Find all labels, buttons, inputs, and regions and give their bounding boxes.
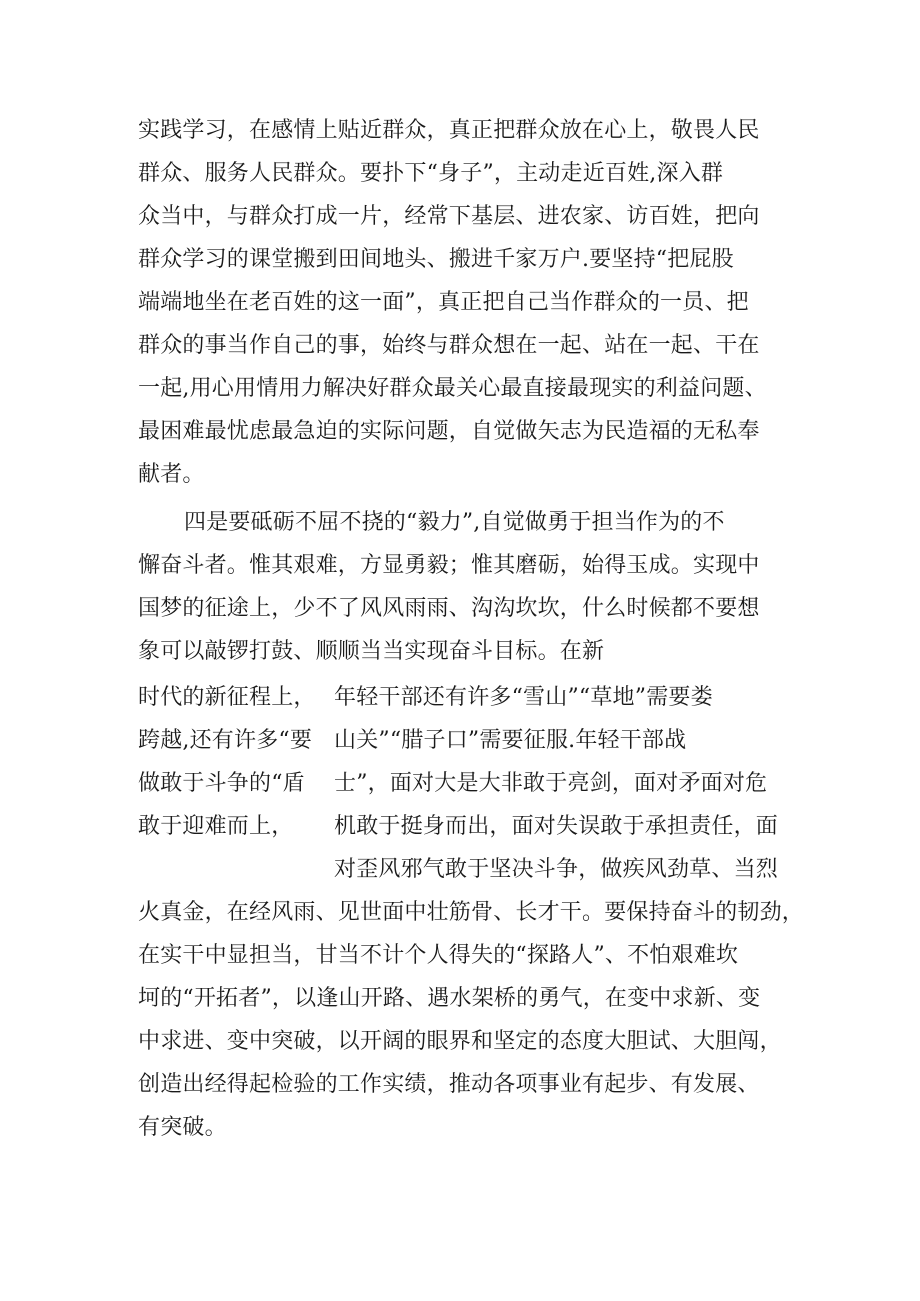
text-line: 象可以敲锣打鼓、顺顺当当实现奋斗目标。在新	[138, 639, 605, 664]
text-line: 在实干中显担当，甘当不计个人得失的“探路人”、不怕艰难坎	[138, 943, 739, 968]
text-line-right-fragment: 对歪风邪气敢于坚决斗争，做疾风劲草、当烈	[334, 857, 779, 882]
text-line: 群众的事当作自己的事，始终与群众想在一起、站在一起、干在	[138, 333, 760, 358]
text-line: 群众学习的课堂搬到田间地头、搬进千家万户.要坚持“把屁股	[138, 247, 734, 272]
text-line: 国梦的征途上，少不了风风雨雨、沟沟坎坎，什么时候都不要想	[138, 596, 760, 621]
text-line-right-fragment: 士”，面对大是大非敢于亮剑，面对矛面对危	[334, 771, 768, 796]
text-line: 中求进、变中突破，以开阔的眼界和坚定的态度大胆试、大胆闯，	[138, 1029, 782, 1054]
text-line: 坷的“开拓者”，以逢山开路、遇水架桥的勇气，在变中求新、变	[138, 986, 761, 1011]
text-line-right-fragment: 机敢于挺身而出，面对失误敢于承担责任，面	[334, 814, 779, 839]
text-line: 有突破。	[138, 1115, 227, 1140]
text-line-left-fragment: 做敢于斗争的“盾	[138, 771, 305, 796]
text-line: 端端地坐在老百姓的这一面”，真正把自己当作群众的一员、把	[138, 290, 749, 315]
text-line: 创造出经得起检验的工作实绩，推动各项事业有起步、有发展、	[138, 1072, 760, 1097]
text-line-left-fragment: 敢于迎难而上，	[138, 814, 294, 839]
text-line: 群众、服务人民群众。要扑下“身子”，主动走近百姓,深入群	[138, 161, 724, 186]
text-line: 懈奋斗者。惟其艰难，方显勇毅；惟其磨砺，始得玉成。实现中	[138, 553, 760, 578]
text-line: 实践学习，在感情上贴近群众，真正把群众放在心上，敬畏人民	[138, 118, 760, 143]
text-line: 火真金，在经风雨、见世面中壮筋骨、长才干。要保持奋斗的韧劲，	[138, 900, 805, 925]
text-line: 最困难最忧虑最急迫的实际问题，自觉做矢志为民造福的无私奉	[138, 419, 760, 444]
text-line-right-fragment: 年轻干部还有许多“雪山”“草地”需要娄	[334, 685, 713, 710]
text-line-left-fragment: 跨越,还有许多“要	[138, 728, 313, 753]
text-line: 献者。	[138, 462, 205, 487]
text-line: 众当中，与群众打成一片，经常下基层、进农家、访百姓，把向	[138, 204, 760, 229]
text-line-right-fragment: 山关”“腊子口”需要征服.年轻干部战	[334, 728, 687, 753]
text-line: 一起,用心用情用力解决好群众最关心最直接最现实的利益问题、	[138, 376, 767, 401]
text-line-left-fragment: 时代的新征程上，	[138, 685, 316, 710]
paragraph-start-line: 四是要砥砺不屈不挠的“毅力”,自觉做勇于担当作为的不	[184, 510, 725, 535]
